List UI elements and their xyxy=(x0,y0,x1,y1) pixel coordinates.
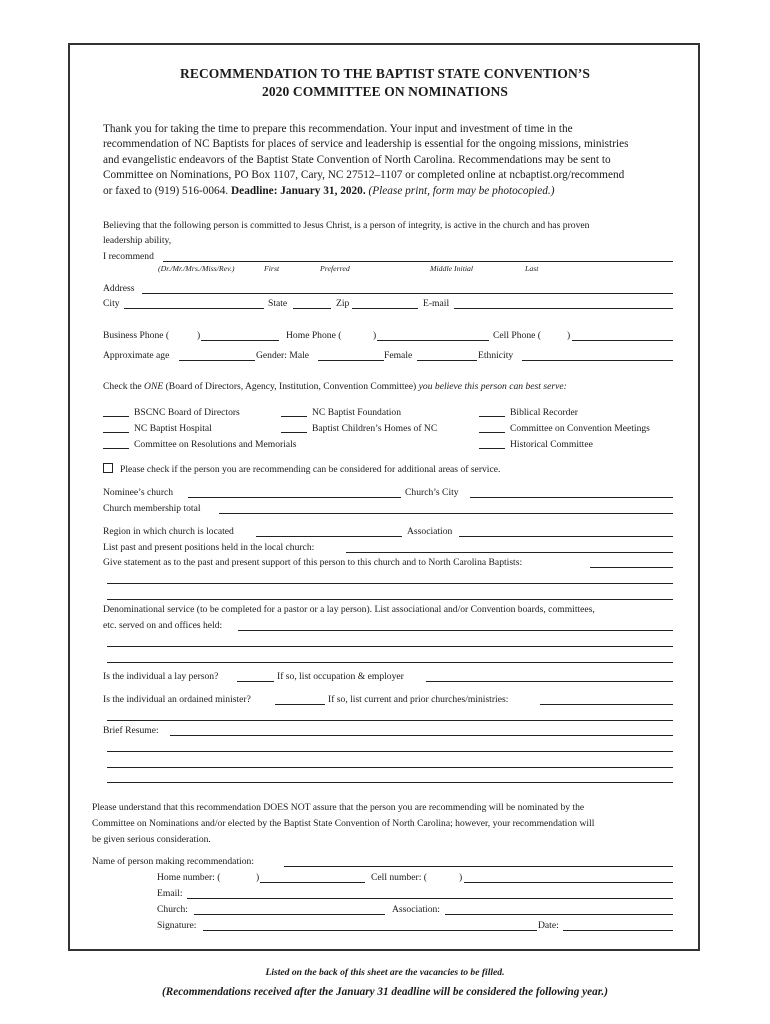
ministries-label: If so, list current and prior churches/ministries: xyxy=(328,694,509,705)
recommender-church-field[interactable] xyxy=(194,914,385,915)
region-field[interactable] xyxy=(256,536,402,537)
additional-areas-checkbox[interactable] xyxy=(103,463,113,473)
email-field[interactable] xyxy=(454,308,673,309)
board-option: BSCNC Board of Directors xyxy=(134,407,240,418)
intro-line: Committee on Nominations, PO Box 1107, Cary, NC 27512–1107 or completed online at ncbaptist.org/recommend xyxy=(103,169,625,182)
city-field[interactable] xyxy=(124,308,264,309)
association-field[interactable] xyxy=(459,536,673,537)
intro-line: Thank you for taking the time to prepare this recommendation. Your input and investment of time in the xyxy=(103,123,573,135)
email-label: E-mail xyxy=(423,298,450,309)
home-phone-field[interactable] xyxy=(377,340,489,341)
board-blank[interactable] xyxy=(103,448,129,449)
resume-line[interactable] xyxy=(107,782,673,783)
address-label: Address xyxy=(103,283,135,294)
footer-note: Listed on the back of this sheet are the vacancies to be filled. xyxy=(265,967,505,978)
sub-title-label: (Dr./Mr./Mrs./Miss/Rev.) xyxy=(158,264,235,273)
recommend-label: I recommend xyxy=(103,251,154,262)
intro-paragraph xyxy=(103,122,683,199)
state-field[interactable] xyxy=(293,308,331,309)
denominational-text-2: etc. served on and offices held: xyxy=(103,620,223,631)
print-note: (Please print, form may be photocopied.) xyxy=(365,184,555,197)
church-city-label: Church’s City xyxy=(405,487,459,498)
zip-label: Zip xyxy=(336,298,350,309)
positions-label: List past and present positions held in the local church: xyxy=(103,542,315,553)
intro-line: or faxed to (919) 516-0064. Deadline: January 31, 2020. (Please print, form may be photocopied.) xyxy=(103,184,555,197)
age-field[interactable] xyxy=(179,360,255,361)
sub-first-label: First xyxy=(264,264,280,273)
positions-field[interactable] xyxy=(346,552,673,553)
recommender-association-field[interactable] xyxy=(445,914,673,915)
statement-line[interactable] xyxy=(107,583,673,584)
board-blank[interactable] xyxy=(103,416,129,417)
recommender-name-field[interactable] xyxy=(284,866,673,867)
female-label: Female xyxy=(384,350,413,361)
board-blank[interactable] xyxy=(281,432,307,433)
recommender-cell-label: Cell number: ( xyxy=(371,872,427,883)
paren-close: ) xyxy=(256,872,260,883)
ethnicity-label: Ethnicity xyxy=(478,350,514,361)
region-label: Region in which church is located xyxy=(103,526,234,537)
cell-phone-label: Cell Phone ( xyxy=(493,330,541,341)
resume-label: Brief Resume: xyxy=(103,725,159,736)
date-label: Date: xyxy=(538,920,559,931)
home-phone-label: Home Phone ( xyxy=(286,330,342,341)
signature-label: Signature: xyxy=(157,920,197,931)
board-blank[interactable] xyxy=(479,448,505,449)
denominational-field[interactable] xyxy=(238,630,673,631)
board-option: Committee on Convention Meetings xyxy=(510,423,650,434)
board-blank[interactable] xyxy=(479,416,505,417)
address-field[interactable] xyxy=(142,293,673,294)
paren-close: ) xyxy=(197,330,201,341)
additional-areas-label: Please check if the person you are recommending can be considered for additional areas of service. xyxy=(120,464,501,475)
disclaimer-line: Committee on Nominations and/or elected by the Baptist State Convention of North Carolina; however, your recommendation will xyxy=(92,818,595,829)
board-blank[interactable] xyxy=(479,432,505,433)
board-option: Baptist Children’s Homes of NC xyxy=(312,423,438,434)
check-one-instruction: Check the ONE (Board of Directors, Agency, Institution, Convention Committee) you believe this person can best serve: xyxy=(103,381,567,392)
denominational-line[interactable] xyxy=(107,662,673,663)
paren-close: ) xyxy=(373,330,377,341)
paren-close: ) xyxy=(567,330,571,341)
age-label: Approximate age xyxy=(103,350,170,361)
sub-preferred-label: Preferred xyxy=(320,264,350,273)
lay-person-field[interactable] xyxy=(237,681,274,682)
occupation-field[interactable] xyxy=(426,681,673,682)
recommender-home-label: Home number: ( xyxy=(157,872,221,883)
board-blank[interactable] xyxy=(281,416,307,417)
recommender-name-label: Name of person making recommendation: xyxy=(92,856,254,867)
church-city-field[interactable] xyxy=(470,497,673,498)
membership-label: Church membership total xyxy=(103,503,201,514)
form-title-line1: RECOMMENDATION TO THE BAPTIST STATE CONVENTION’S xyxy=(179,66,590,81)
ordained-field[interactable] xyxy=(275,704,325,705)
cell-phone-field[interactable] xyxy=(572,340,673,341)
form-title-line2: 2020 COMMITTEE ON NOMINATIONS xyxy=(261,84,509,99)
gender-label: Gender: Male xyxy=(256,350,310,361)
nominee-church-field[interactable] xyxy=(188,497,401,498)
ministries-field[interactable] xyxy=(540,704,673,705)
recommender-church-label: Church: xyxy=(157,904,188,915)
state-label: State xyxy=(268,298,288,309)
board-option: Historical Committee xyxy=(510,439,593,450)
date-field[interactable] xyxy=(563,930,673,931)
male-field[interactable] xyxy=(318,360,384,361)
believing-text-2: leadership ability, xyxy=(103,235,172,246)
ministries-line[interactable] xyxy=(107,720,673,721)
recommender-email-label: Email: xyxy=(157,888,183,899)
statement-field[interactable] xyxy=(590,567,673,568)
sub-middle-label: Middle Initial xyxy=(430,264,474,273)
recommender-email-field[interactable] xyxy=(187,898,673,899)
zip-field[interactable] xyxy=(352,308,418,309)
intro-line: and evangelistic endeavors of the Baptist State Convention of North Carolina. Recommendations may be sent to xyxy=(103,153,611,166)
resume-line[interactable] xyxy=(107,751,673,752)
denominational-text: Denominational service (to be completed for a pastor or a lay person). List associational and/or Convention boards, committees, xyxy=(103,604,595,615)
resume-line[interactable] xyxy=(107,767,673,768)
board-option: NC Baptist Foundation xyxy=(312,407,402,418)
occupation-label: If so, list occupation & employer xyxy=(277,671,404,682)
board-option: Committee on Resolutions and Memorials xyxy=(134,439,297,450)
nominee-church-label: Nominee’s church xyxy=(103,487,174,498)
recommender-association-label: Association: xyxy=(392,904,440,915)
denominational-line[interactable] xyxy=(107,646,673,647)
believing-text: Believing that the following person is committed to Jesus Christ, is a person of integrity, is active in the church and has proven xyxy=(103,220,590,231)
recommend-name-field[interactable] xyxy=(163,261,673,262)
resume-field[interactable] xyxy=(170,735,673,736)
disclaimer-line: be given serious consideration. xyxy=(92,834,211,845)
lay-person-question: Is the individual a lay person? xyxy=(103,671,219,682)
disclaimer-line: Please understand that this recommendation DOES NOT assure that the person you are recommending will be nominated by the xyxy=(92,802,585,813)
statement-line[interactable] xyxy=(107,599,673,600)
board-blank[interactable] xyxy=(103,432,129,433)
statement-label: Give statement as to the past and present support of this person to this church and to North Carolina Baptists: xyxy=(103,557,523,568)
ordained-question: Is the individual an ordained minister? xyxy=(103,694,251,705)
business-phone-label: Business Phone ( xyxy=(103,330,170,341)
female-field[interactable] xyxy=(417,360,477,361)
signature-field[interactable] xyxy=(203,930,537,931)
recommender-cell-field[interactable] xyxy=(464,882,673,883)
business-phone-field[interactable] xyxy=(201,340,279,341)
paren-close: ) xyxy=(459,872,463,883)
board-option: NC Baptist Hospital xyxy=(134,423,212,434)
ethnicity-field[interactable] xyxy=(522,360,673,361)
membership-field[interactable] xyxy=(219,513,673,514)
recommender-home-field[interactable] xyxy=(260,882,365,883)
sub-last-label: Last xyxy=(525,264,539,273)
deadline-text: Deadline: January 31, 2020. xyxy=(231,184,366,197)
footer-deadline-note: (Recommendations received after the January 31 deadline will be considered the following year.) xyxy=(162,986,608,998)
board-option: Biblical Recorder xyxy=(510,407,578,418)
association-label: Association xyxy=(407,526,453,537)
city-label: City xyxy=(103,298,120,309)
intro-line: recommendation of NC Baptists for places of service and leadership is essential for the ongoing missions, ministries xyxy=(103,138,629,151)
